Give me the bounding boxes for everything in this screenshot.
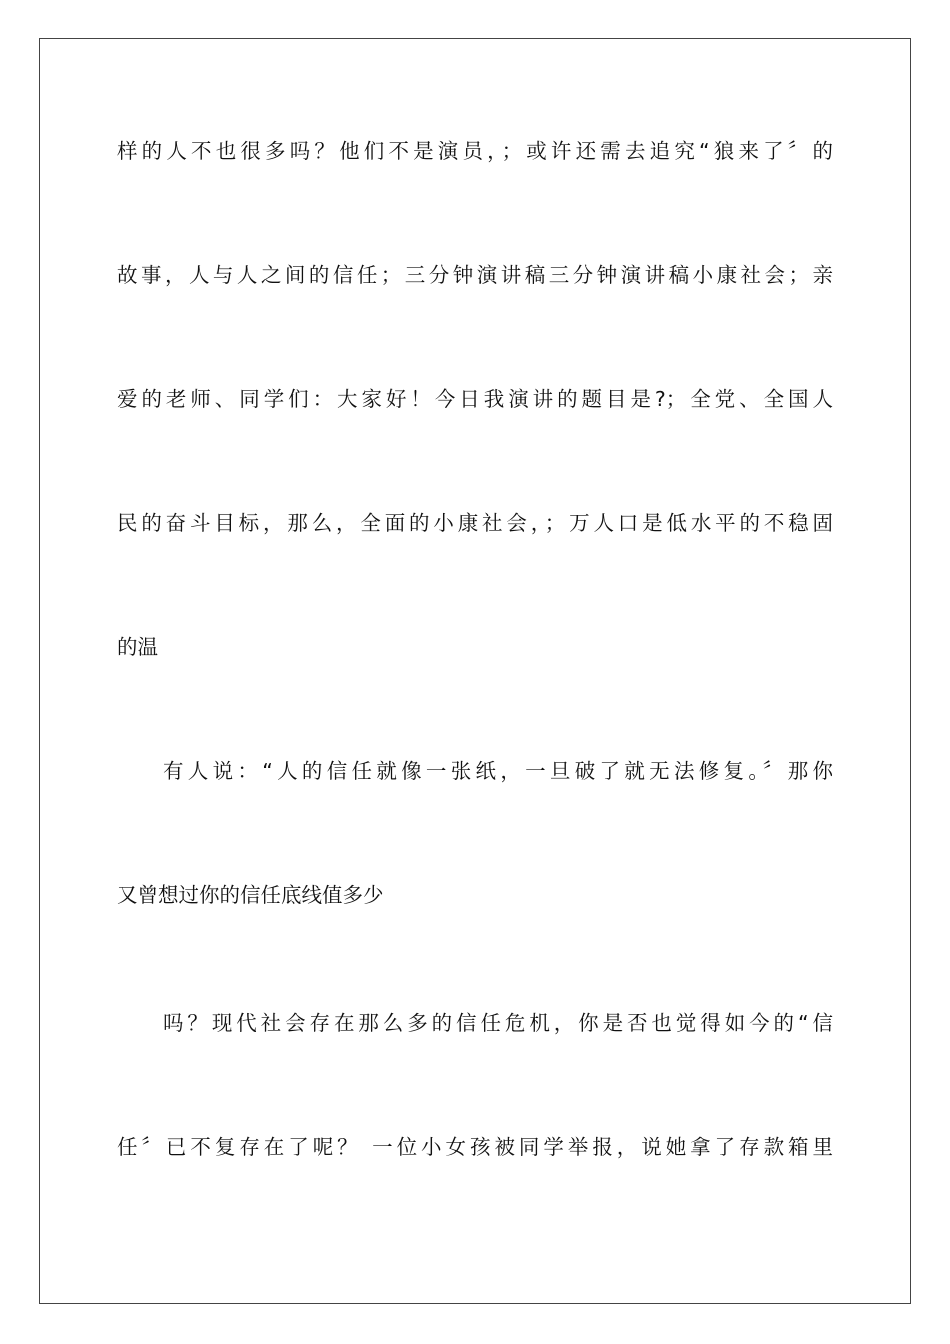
text-line-1: 样的人不也很多吗？他们不是演员，；或许还需去追究“狼来了〞的 bbox=[117, 139, 833, 163]
text-line-4: 民的奋斗目标，那么，全面的小康社会，；万人口是低水平的不稳固 bbox=[117, 511, 833, 535]
text-line-9: 任〞已不复存在了呢？ 一位小女孩被同学举报，说她拿了存款箱里 bbox=[117, 1135, 833, 1159]
text-line-2: 故事，人与人之间的信任；三分钟演讲稿三分钟演讲稿小康社会；亲 bbox=[117, 263, 833, 287]
text-line-7: 又曾想过你的信任底线值多少 bbox=[117, 883, 384, 907]
text-line-3: 爱的老师、同学们：大家好！今日我演讲的题目是?；全党、全国人 bbox=[117, 387, 833, 411]
page-border bbox=[39, 38, 911, 1304]
text-line-8: 吗？现代社会存在那么多的信任危机，你是否也觉得如今的“信 bbox=[163, 1011, 833, 1035]
text-line-5: 的温 bbox=[117, 635, 158, 659]
text-line-6: 有人说：“人的信任就像一张纸，一旦破了就无法修复。〞那你 bbox=[163, 759, 833, 783]
